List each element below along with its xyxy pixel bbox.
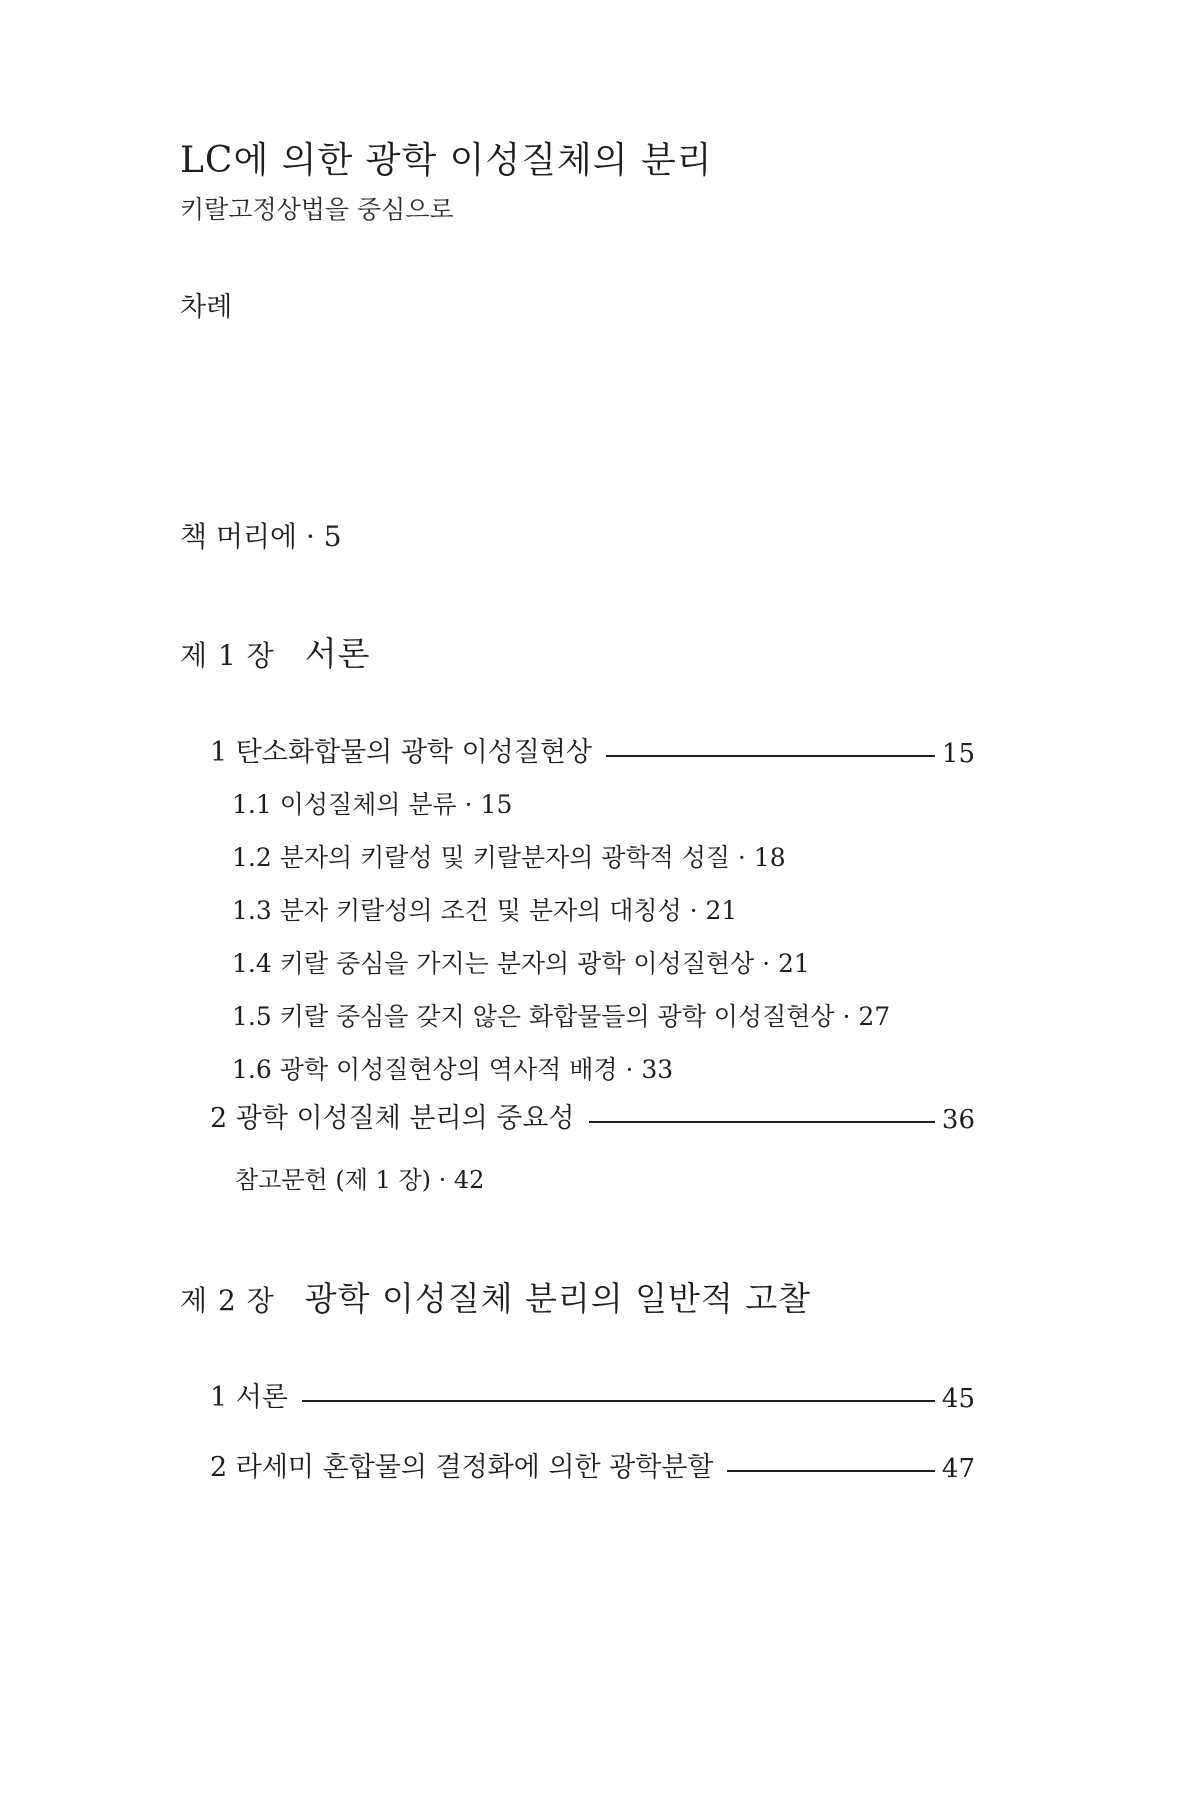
leader-line xyxy=(606,755,935,757)
toc-entry-section[interactable] xyxy=(210,1096,975,1135)
chapter-2-heading[interactable] xyxy=(180,1273,811,1320)
toc-entry-label: 2 광학 이성질체 분리의 중요성 xyxy=(210,1103,575,1134)
chapter-title: 광학 이성질체 분리의 일반적 고찰 xyxy=(304,1279,811,1318)
page-number: 36 xyxy=(941,1105,975,1135)
leader-line xyxy=(589,1121,936,1123)
toc-entry-label: 2 라세미 혼합물의 결정화에 의한 광학분할 xyxy=(210,1452,714,1483)
chapter-title: 서론 xyxy=(304,634,371,673)
toc-entry-front-matter[interactable]: 책 머리에 · 5 xyxy=(180,520,342,553)
page-number: 15 xyxy=(941,739,975,769)
toc-entry-subsection[interactable]: 1.1 이성질체의 분류 · 15 xyxy=(232,790,513,819)
toc-entry-section[interactable] xyxy=(210,1375,975,1414)
page-number: 47 xyxy=(941,1454,975,1484)
toc-entry-subsection[interactable]: 1.6 광학 이성질현상의 역사적 배경 · 33 xyxy=(232,1055,674,1084)
toc-entry-subsection[interactable]: 1.2 분자의 키랄성 및 키랄분자의 광학적 성질 · 18 xyxy=(232,843,786,872)
toc-entry-subsection[interactable]: 1.5 키랄 중심을 갖지 않은 화합물들의 광학 이성질현상 · 27 xyxy=(232,1002,891,1031)
chapter-number: 제 1 장 xyxy=(180,639,275,672)
toc-heading: 차례 xyxy=(180,292,233,323)
toc-entry-section[interactable] xyxy=(210,1445,975,1484)
chapter-1-heading[interactable] xyxy=(180,628,370,675)
toc-entry-subsection[interactable]: 1.3 분자 키랄성의 조건 및 분자의 대칭성 · 21 xyxy=(232,896,738,925)
chapter-number: 제 2 장 xyxy=(180,1284,275,1317)
toc-entry-subsection[interactable]: 1.4 키랄 중심을 가지는 분자의 광학 이성질현상 · 21 xyxy=(232,949,810,978)
toc-entry-references[interactable]: 참고문헌 (제 1 장) · 42 xyxy=(235,1166,485,1194)
toc-entry-label: 1 서론 xyxy=(210,1382,288,1413)
book-title: LC에 의한 광학 이성질체의 분리 xyxy=(180,140,713,181)
leader-line xyxy=(302,1400,935,1402)
toc-entry-label: 1 탄소화합물의 광학 이성질현상 xyxy=(210,737,592,768)
leader-line xyxy=(727,1470,935,1472)
toc-entry-section[interactable] xyxy=(210,730,975,769)
page-number: 45 xyxy=(941,1384,975,1414)
book-subtitle: 키랄고정상법을 중심으로 xyxy=(180,195,454,224)
